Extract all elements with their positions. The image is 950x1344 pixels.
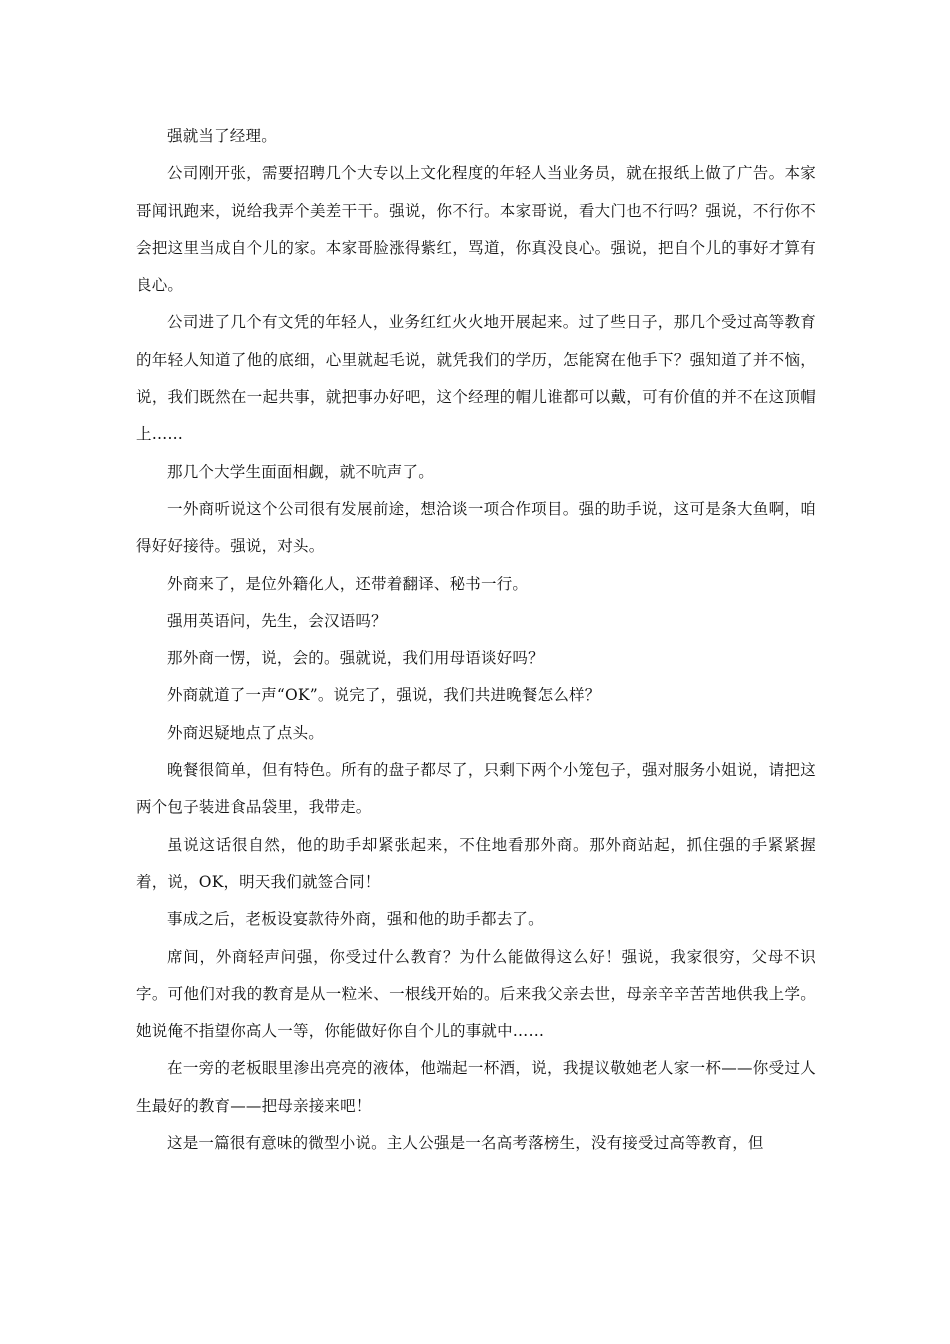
paragraph: 公司刚开张，需要招聘几个大专以上文化程度的年轻人当业务员，就在报纸上做了广告。本家哥闻讯跑来，说给我弄个美差干干。强说，你不行。本家哥说，看大门也不行吗？强说，不行你不会把这里当成自个儿的家。本家哥脸涨得紫红，骂道，你真没良心。强说，把自个儿的事好才算有良心。 [136,164,816,295]
paragraph: 那外商一愣，说，会的。强就说，我们用母语谈好吗？ [167,649,544,668]
paragraph: 强就当了经理。 [167,127,277,145]
paragraph: 外商来了，是位外籍化人，还带着翻译、秘书一行。 [167,574,529,593]
paragraph: 事成之后，老板设宴款待外商，强和他的助手都去了。 [167,910,544,929]
paragraph: 一外商听说这个公司很有发展前途，想洽谈一项合作项目。强的助手说，这可是条大鱼啊，咱得好好接待。强说，对头。 [136,499,816,556]
paragraph: 这是一篇很有意味的微型小说。主人公强是一名高考落榜生，没有接受过高等教育，但 [167,1134,764,1153]
paragraph: 公司进了几个有文凭的年轻人，业务红红火火地开展起来。过了些日子，那几个受过高等教育的年轻人知道了他的底细，心里就起毛说，就凭我们的学历，怎能窝在他手下？强知道了并不恼，说，我们既然在一起共事，就把事办好吧，这个经理的帽儿谁都可以戴，可有价值的并不在这顶帽上…… [136,313,816,444]
paragraph: 外商迟疑地点了点头。 [167,723,325,742]
document-body [136,118,816,1162]
paragraph: 强用英语问，先生，会汉语吗？ [167,611,387,630]
paragraph: 外商就道了一声“OK”。说完了，强说，我们共进晚餐怎么样？ [167,686,601,705]
paragraph: 在一旁的老板眼里渗出亮亮的液体，他端起一杯酒，说，我提议敬她老人家一杯——你受过人生最好的教育——把母亲接来吧！ [136,1059,816,1115]
paragraph: 那几个大学生面面相觑，就不吭声了。 [167,462,434,481]
paragraph: 虽说这话很自然，他的助手却紧张起来，不住地看那外商。那外商站起，抓住强的手紧紧握着，说，OK，明天我们就签合同！ [136,835,816,891]
paragraph: 席间，外商轻声问强，你受过什么教育？为什么能做得这么好！强说，我家很穷，父母不识字。可他们对我的教育是从一粒米、一根线开始的。后来我父亲去世，母亲辛辛苦苦地供我上学。她说俺不指望你高人一等，你能做好你自个儿的事就中…… [136,947,816,1041]
paragraph: 晚餐很简单，但有特色。所有的盘子都尽了，只剩下两个小笼包子，强对服务小姐说，请把这两个包子装进食品袋里，我带走。 [136,761,816,817]
